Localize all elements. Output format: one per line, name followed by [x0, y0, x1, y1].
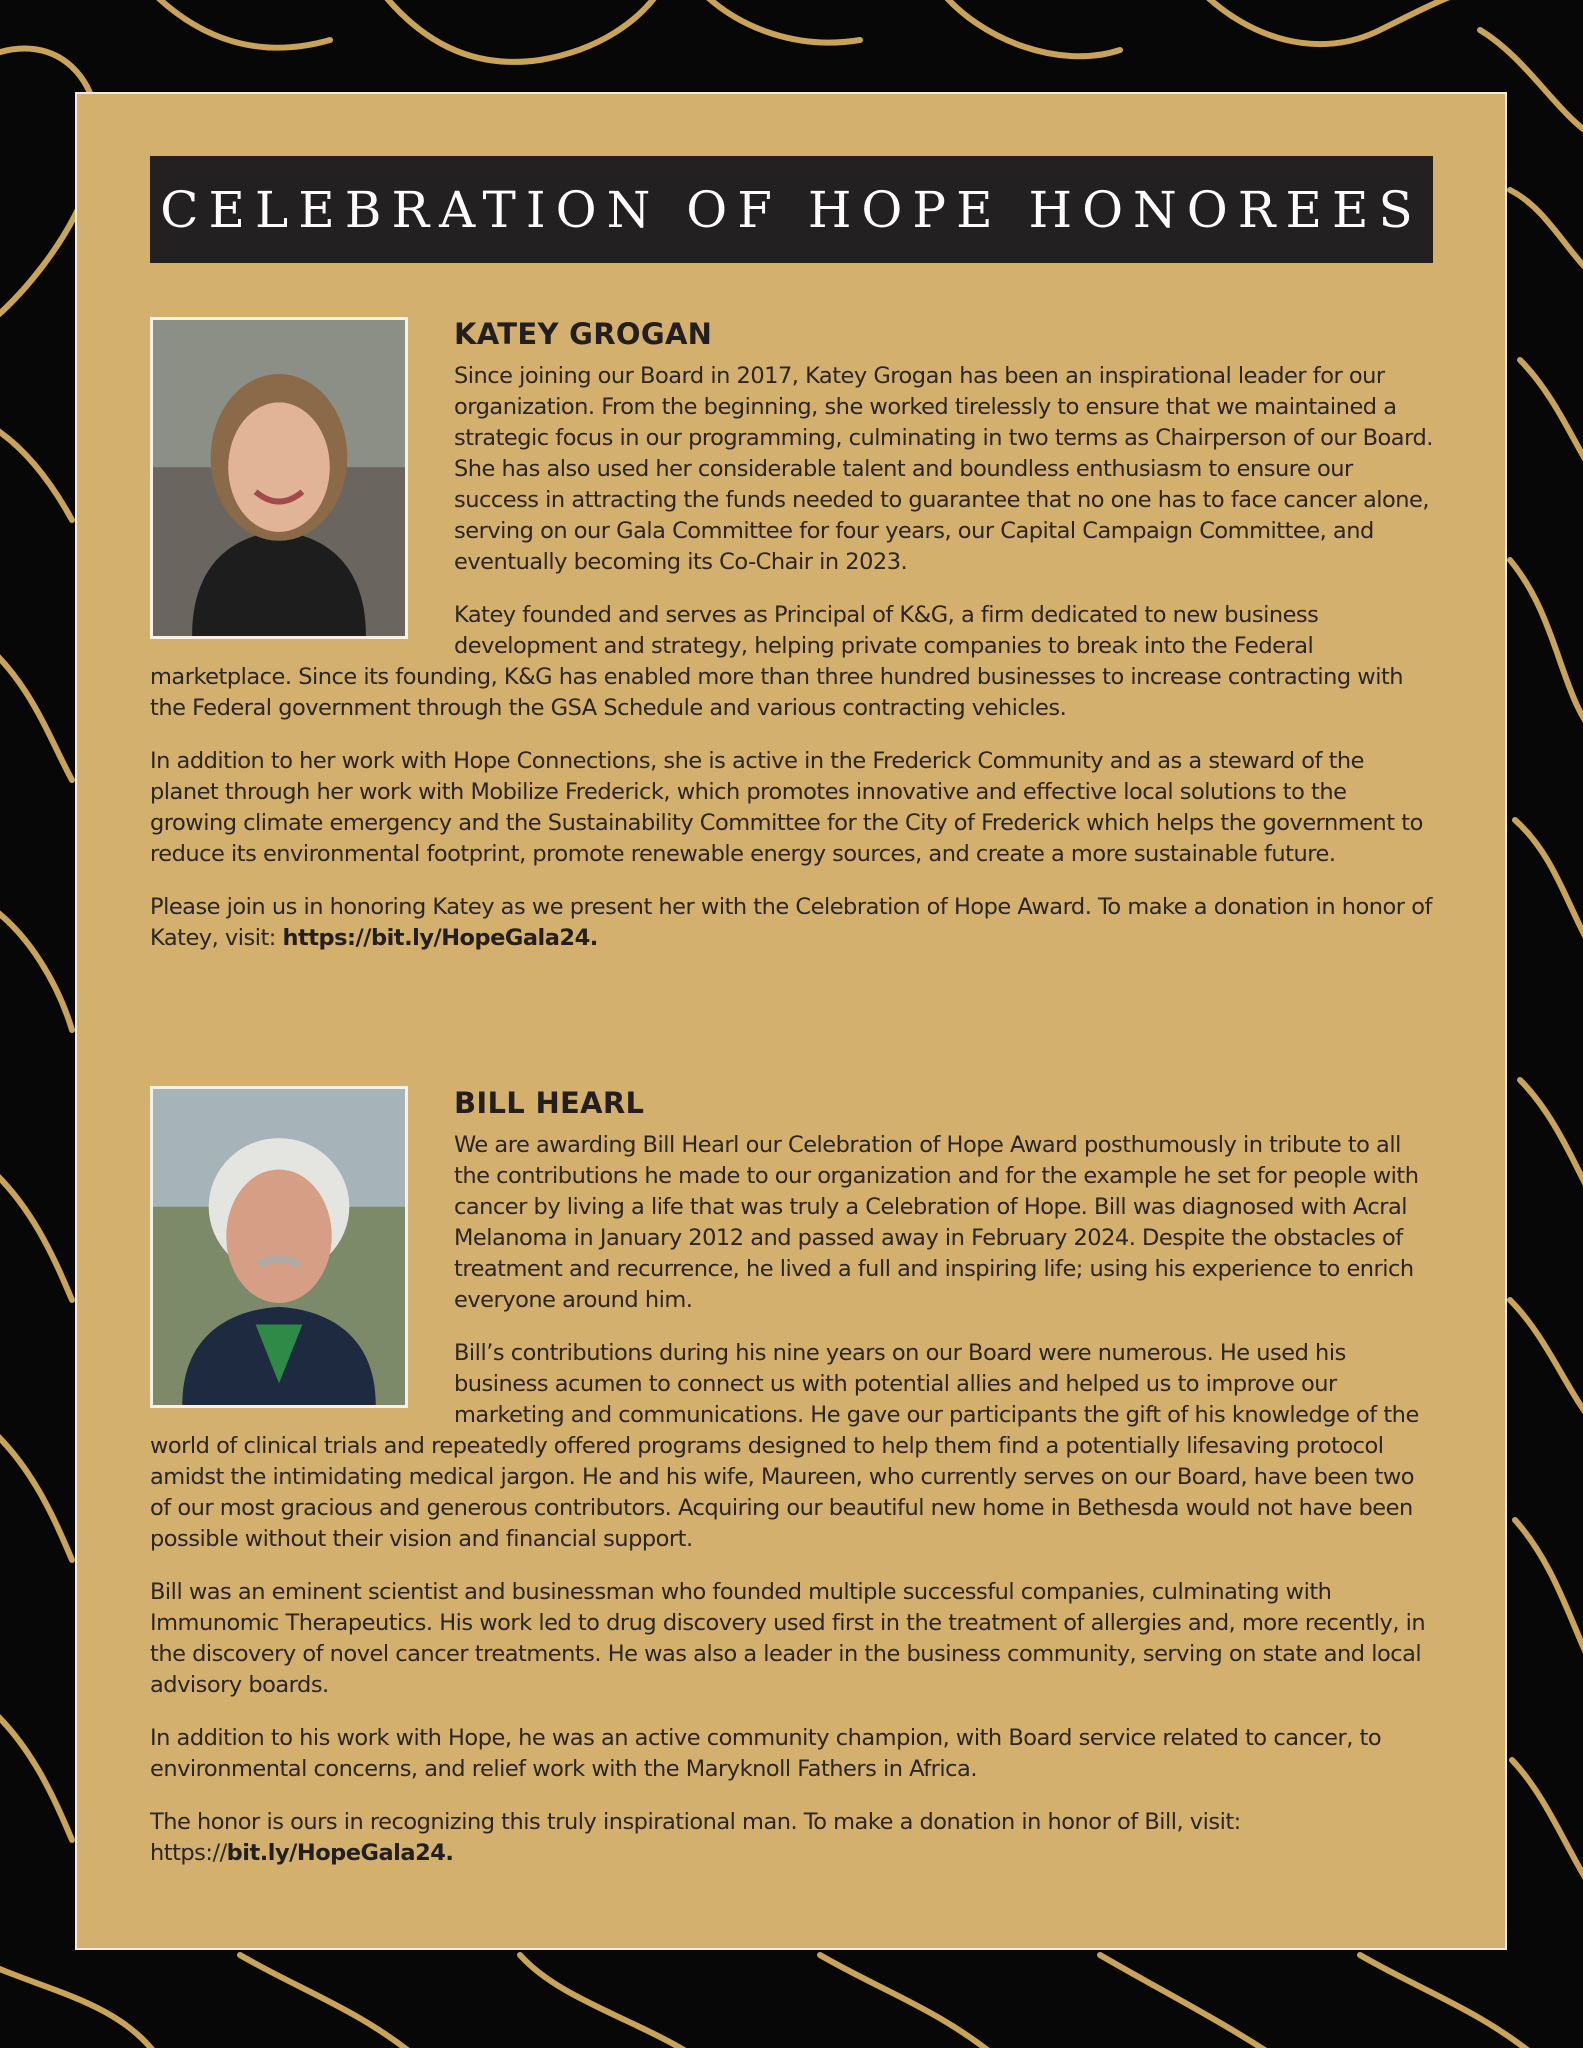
honoree-name: BILL HEARL: [454, 1086, 645, 1120]
donation-link[interactable]: bit.ly/HopeGala24.: [226, 1840, 454, 1866]
bio-paragraph: We are awarding Bill Hearl our Celebration of Hope Award posthumously in tribute to all the contributions he made to our organization and for the example he set for people with cancer by living a life that was truly a Celebration of Hope. Bill was diagnosed with Acral Melanoma in January 2012 and passed away in February 2024. Despite the obstacles of treatment and recurrence, he lived a full and inspiring life; using his experience to enrich everyone around him.: [454, 1132, 1419, 1313]
bio-paragraph: Katey founded and serves as Principal of K&G, a firm dedicated to new business development and strategy, helping private companies to break into the Federal marketplace. Since its founding, K&G has enabled more than three hundred businesses to increase contracting with the Federal government through the GSA Schedule and various contracting vehicles.: [150, 602, 1404, 721]
bio-paragraph: Bill was an eminent scientist and businessman who founded multiple successful companies, culminating with Immunomic Therapeutics. His work led to drug discovery used first in the treatment of allergies and, more recently, in the discovery of novel cancer treatments. He was also a leader in the business community, serving on state and local advisory boards.: [150, 1579, 1426, 1698]
bio-paragraph: In addition to her work with Hope Connections, she is active in the Frederick Community and as a steward of the planet through her work with Mobilize Frederick, which promotes innovative and effective local solutions to the growing climate emergency and the Sustainability Committee for the City of Frederick which helps the government to reduce its environmental footprint, promote renewable energy sources, and create a more sustainable future.: [150, 748, 1423, 867]
content-panel: [75, 92, 1507, 1950]
bio-paragraph: Since joining our Board in 2017, Katey Grogan has been an inspirational leader for our organization. From the beginning, she worked tirelessly to ensure that we maintained a strategic focus in our programming, culminating in two terms as Chairperson of our Board. She has also used her considerable talent and boundless enthusiasm to ensure our success in attracting the funds needed to guarantee that no one has to face cancer alone, serving on our Gala Committee for four years, our Capital Campaign Committee, and eventually becoming its Co-Chair in 2023.: [454, 363, 1433, 575]
honoree-section: [150, 1086, 1437, 1891]
bio-paragraph: Bill’s contributions during his nine years on our Board were numerous. He used his business acumen to connect us with potential allies and helped us to improve our marketing and communications. He gave our participants the gift of his knowledge of the world of clinical trials and repeatedly offered programs designed to help them find a potentially lifesaving protocol amidst the intimidating medical jargon. He and his wife, Maureen, who currently serves on our Board, have been two of our most gracious and generous contributors. Acquiring our beautiful new home in Bethesda would not have been possible without their vision and financial support.: [150, 1340, 1419, 1552]
page-title: CELEBRATION OF HOPE HONOREES: [160, 180, 1423, 239]
title-banner: [150, 156, 1433, 263]
honoree-photo: [150, 1086, 408, 1408]
donation-link[interactable]: https://bit.ly/HopeGala24.: [282, 925, 598, 951]
bio-paragraph: In addition to his work with Hope, he was an active community champion, with Board service related to cancer, to environmental concerns, and relief work with the Maryknoll Fathers in Africa.: [150, 1725, 1382, 1782]
honoree-name: KATEY GROGAN: [454, 317, 713, 351]
closing-text: Please join us in honoring Katey as we present her with the Celebration of Hope Award. To make a donation in honor of Katey, visit:: [150, 894, 1432, 951]
closing-text: The honor is ours in recognizing this truly inspirational man. To make a donation in honor of Bill, visit: https://: [150, 1809, 1241, 1866]
honoree-section: [150, 317, 1437, 976]
honoree-photo: [150, 317, 408, 639]
closing-paragraph: [150, 892, 1437, 954]
closing-paragraph: [150, 1807, 1437, 1869]
